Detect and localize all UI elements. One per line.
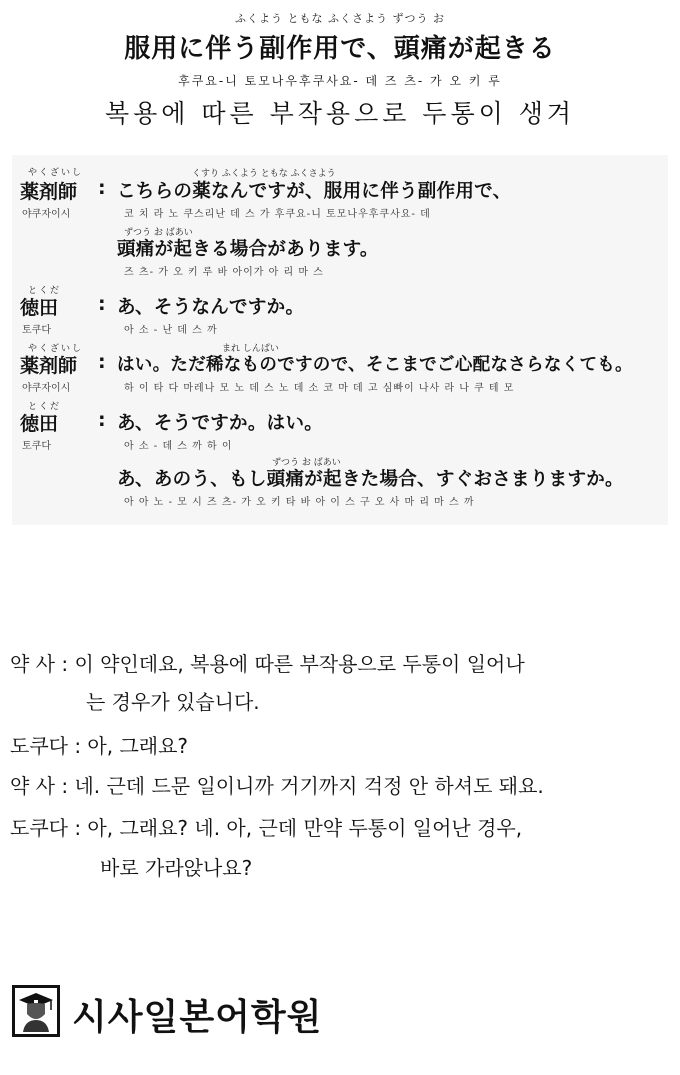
speaker-ruby: やくざいし <box>28 344 84 354</box>
dialog-line: 頭痛が起きる場合があります。 <box>117 239 379 260</box>
translation-speaker: 약 사 : <box>10 774 69 798</box>
line-reading: 아 소 - 데 스 까 하 이 <box>124 441 233 452</box>
speaker-name: 徳田 <box>20 413 59 435</box>
dialog-line: こちらの薬なんですが、服用に伴う副作用で、 <box>117 181 512 202</box>
speaker-reading: 야쿠자이시 <box>22 383 71 394</box>
translation-line <box>10 812 522 841</box>
colon: : <box>98 177 106 199</box>
dialog-box <box>12 155 668 525</box>
translation-line <box>86 686 260 715</box>
colon: : <box>98 351 106 373</box>
colon: : <box>98 409 106 431</box>
translation-line <box>10 770 544 799</box>
line-ruby: ずつう お ばあい <box>272 458 341 468</box>
footer <box>12 985 412 1045</box>
speaker-ruby: やくざいし <box>28 168 84 178</box>
translation-text: 아, 그래요? <box>81 734 189 758</box>
title-korean: 복용에 따른 부작용으로 두통이 생겨 <box>104 99 576 128</box>
speaker-ruby: とくだ <box>28 402 62 412</box>
line-ruby: ずつう お ばあい <box>124 228 193 238</box>
speaker-name: 薬剤師 <box>20 355 78 377</box>
line-reading: 아 소 - 난 데 스 까 <box>124 325 218 336</box>
translation-text: 는 경우가 있습니다. <box>86 690 260 714</box>
line-reading: 즈 츠- 가 오 키 루 바 아이가 아 리 마 스 <box>124 267 324 278</box>
speaker-name: 徳田 <box>20 297 59 319</box>
translation-line <box>10 730 188 759</box>
dialog-line: あ、そうなんですか。 <box>117 297 305 318</box>
translation-speaker: 도쿠다 : <box>10 734 82 758</box>
title-ruby: ふくよう ともな ふくさよう ずつう お <box>235 12 445 25</box>
line-ruby: くすり ふくよう ともな ふくさよう <box>192 169 336 179</box>
translation-line <box>100 852 252 881</box>
translation-text: 네. 근데 드문 일이니까 거기까지 걱정 안 하셔도 돼요. <box>68 774 544 798</box>
speaker-reading: 토쿠다 <box>22 441 51 452</box>
title-block <box>0 0 680 135</box>
translation-text: 이 약인데요, 복용에 따른 부작용으로 두통이 일어나 <box>68 652 525 676</box>
translation-speaker: 약 사 : <box>10 652 69 676</box>
translation-line <box>10 648 525 677</box>
colon: : <box>98 293 106 315</box>
line-reading: 하 이 타 다 마레나 모 노 데 스 노 데 소 코 마 데 고 심빠이 나사 라 나 쿠 테 모 <box>124 383 515 394</box>
speaker-reading: 야쿠자이시 <box>22 209 71 220</box>
dialog-line: あ、そうですか。はい。 <box>117 413 324 434</box>
translation-speaker: 도쿠다 : <box>10 816 82 840</box>
dialog-line: はい。ただ稀なものですので、そこまでご心配なさらなくても。 <box>117 355 633 375</box>
graduate-logo-icon <box>12 985 60 1037</box>
speaker-name: 薬剤師 <box>20 181 78 203</box>
dialog-line: あ、あのう、もし頭痛が起きた場合、すぐおさまりますか。 <box>117 469 624 490</box>
speaker-reading: 토쿠다 <box>22 325 51 336</box>
line-reading: 아 아 노 - 모 시 즈 츠- 가 오 키 타 바 아 이 스 구 오 사 마 리 마 스 까 <box>124 497 475 508</box>
title-japanese: 服用に伴う副作用で、頭痛が起きる <box>124 34 556 64</box>
line-reading: 코 치 라 노 쿠스리난 데 스 가 후쿠요-니 토모나우후쿠사요- 데 <box>124 209 431 220</box>
translation-text: 바로 가라앉나요? <box>100 856 253 880</box>
speaker-ruby: とくだ <box>28 286 62 296</box>
title-korean-reading: 후쿠요-니 토모나우후쿠사요- 데 즈 츠- 가 오 키 루 <box>178 74 502 88</box>
translation-text: 아, 그래요? 네. 아, 근데 만약 두통이 일어난 경우, <box>81 816 523 840</box>
brand-name: 시사일본어학원 <box>72 997 323 1038</box>
line-ruby: まれ しんぱい <box>222 344 279 354</box>
